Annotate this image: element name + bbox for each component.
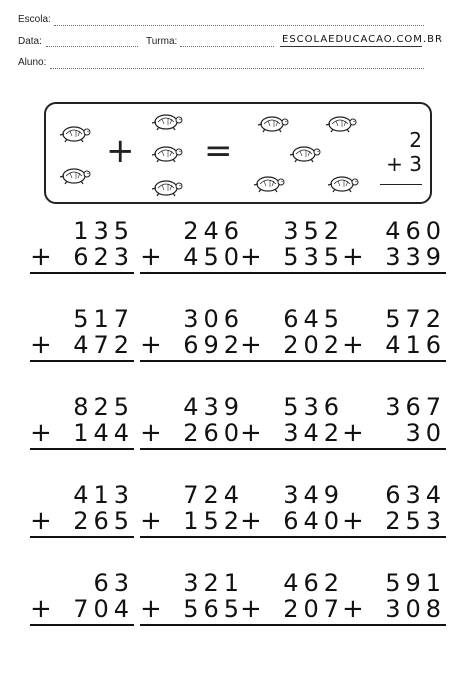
addend-bottom: 339 — [385, 243, 446, 271]
addend-bottom: 623 — [73, 243, 134, 271]
addition-problem — [240, 482, 344, 538]
brand-text: ESCOLAEDUCACAO.COM.BR — [282, 34, 443, 45]
addend-bottom: 253 — [385, 507, 446, 535]
addend-bottom: 30 — [405, 419, 446, 447]
addend-top: 462 — [283, 569, 344, 597]
addition-problem — [140, 482, 244, 538]
sum-line — [240, 624, 344, 626]
addend-bottom: 144 — [73, 419, 134, 447]
class-label: Turma: — [146, 36, 178, 47]
addition-problem — [30, 570, 134, 626]
sum-line — [342, 360, 446, 362]
addition-problem — [342, 482, 446, 538]
school-field[interactable] — [54, 25, 424, 26]
addition-problem — [30, 482, 134, 538]
sum-line — [30, 624, 134, 626]
example-sum-top: 2 — [409, 128, 422, 152]
addend-bottom-row — [140, 244, 244, 270]
example-sum — [382, 128, 422, 176]
sum-line — [140, 448, 244, 450]
turtle-icon — [326, 172, 360, 194]
turtle-icon — [256, 112, 290, 134]
addition-problem — [30, 218, 134, 274]
addend-top: 591 — [385, 569, 446, 597]
addend-top: 460 — [385, 217, 446, 245]
addend-bottom-row — [342, 244, 446, 270]
date-field[interactable] — [46, 46, 138, 47]
plus-sign: + — [30, 242, 52, 272]
addend-bottom-row — [342, 332, 446, 358]
addend-top: 349 — [283, 481, 344, 509]
brand-underline — [280, 46, 422, 47]
addend-top: 367 — [385, 393, 446, 421]
addition-problem — [240, 570, 344, 626]
addend-bottom-row — [240, 508, 344, 534]
addend-bottom-row — [240, 332, 344, 358]
plus-sign: + — [342, 242, 364, 272]
sum-line — [240, 272, 344, 274]
addition-problem — [30, 394, 134, 450]
addend-bottom-row — [240, 596, 344, 622]
addend-top: 306 — [183, 305, 244, 333]
sum-line — [342, 448, 446, 450]
addend-bottom-row — [30, 420, 134, 446]
plus-sign: + — [30, 418, 52, 448]
addend-bottom-row — [342, 508, 446, 534]
addend-top: 246 — [183, 217, 244, 245]
addition-problem — [342, 306, 446, 362]
addend-bottom-row — [240, 420, 344, 446]
addend-top: 352 — [283, 217, 344, 245]
addition-problem — [140, 218, 244, 274]
addend-bottom: 207 — [283, 595, 344, 623]
addend-top: 63 — [93, 569, 134, 597]
sum-line — [342, 536, 446, 538]
sum-line — [140, 536, 244, 538]
sum-line — [342, 624, 446, 626]
turtle-icon — [288, 142, 322, 164]
plus-sign: + — [240, 242, 262, 272]
addition-problem — [240, 394, 344, 450]
addend-bottom-row — [240, 244, 344, 270]
addition-problem — [342, 394, 446, 450]
addition-problem — [140, 570, 244, 626]
turtle-icon — [58, 122, 92, 144]
addend-bottom: 308 — [385, 595, 446, 623]
turtle-icon — [150, 176, 184, 198]
sum-line — [240, 360, 344, 362]
sum-line — [30, 536, 134, 538]
sum-line — [342, 272, 446, 274]
addend-top: 517 — [73, 305, 134, 333]
addend-top: 724 — [183, 481, 244, 509]
addition-problem — [30, 306, 134, 362]
addend-bottom-row — [30, 596, 134, 622]
plus-sign: + — [342, 506, 364, 536]
addend-bottom: 640 — [283, 507, 344, 535]
sum-line — [30, 272, 134, 274]
addend-bottom-row — [140, 596, 244, 622]
turtle-icon — [58, 164, 92, 186]
plus-sign: + — [140, 242, 162, 272]
sum-line — [140, 360, 244, 362]
addition-problem — [240, 218, 344, 274]
addend-bottom-row — [30, 508, 134, 534]
plus-sign: + — [140, 330, 162, 360]
turtle-icon — [324, 112, 358, 134]
plus-sign: + — [140, 506, 162, 536]
student-label: Aluno: — [18, 57, 47, 68]
addend-bottom: 265 — [73, 507, 134, 535]
sum-line — [240, 536, 344, 538]
sum-line — [140, 624, 244, 626]
addend-top: 135 — [73, 217, 134, 245]
addend-bottom: 260 — [183, 419, 244, 447]
addend-bottom-row — [30, 332, 134, 358]
addend-top: 634 — [385, 481, 446, 509]
addition-problem — [240, 306, 344, 362]
plus-sign: + — [240, 594, 262, 624]
addend-bottom: 692 — [183, 331, 244, 359]
addend-top: 645 — [283, 305, 344, 333]
addend-bottom: 450 — [183, 243, 244, 271]
plus-sign: + — [30, 330, 52, 360]
plus-sign: + — [240, 506, 262, 536]
addend-bottom-row — [30, 244, 134, 270]
school-label: Escola: — [18, 14, 51, 25]
addend-bottom: 342 — [283, 419, 344, 447]
addend-bottom-row — [342, 596, 446, 622]
addition-problem — [140, 394, 244, 450]
student-field[interactable] — [50, 68, 424, 69]
addend-bottom: 472 — [73, 331, 134, 359]
addition-problem — [342, 218, 446, 274]
equals-sign: = — [204, 131, 233, 171]
plus-sign: + — [240, 418, 262, 448]
sum-line — [140, 272, 244, 274]
example-box — [44, 102, 432, 204]
plus-sign: + — [106, 131, 135, 171]
turtle-icon — [150, 110, 184, 132]
addend-top: 572 — [385, 305, 446, 333]
addend-bottom: 704 — [73, 595, 134, 623]
addend-bottom: 152 — [183, 507, 244, 535]
sum-line — [30, 448, 134, 450]
plus-sign: + — [342, 418, 364, 448]
plus-sign: + — [240, 330, 262, 360]
turtle-icon — [150, 142, 184, 164]
addend-bottom-row — [140, 508, 244, 534]
plus-sign: + — [342, 594, 364, 624]
addend-top: 439 — [183, 393, 244, 421]
plus-sign: + — [140, 594, 162, 624]
addend-bottom: 565 — [183, 595, 244, 623]
addend-top: 413 — [73, 481, 134, 509]
addend-bottom: 202 — [283, 331, 344, 359]
turtle-icon — [252, 172, 286, 194]
addition-problem — [140, 306, 244, 362]
sum-line — [240, 448, 344, 450]
addition-problem — [342, 570, 446, 626]
addend-bottom-row — [342, 420, 446, 446]
example-sum-line — [380, 184, 422, 185]
class-field[interactable] — [180, 46, 274, 47]
plus-sign: + — [30, 506, 52, 536]
addend-top: 825 — [73, 393, 134, 421]
addend-top: 321 — [183, 569, 244, 597]
addend-top: 536 — [283, 393, 344, 421]
sum-line — [30, 360, 134, 362]
date-label: Data: — [18, 36, 42, 47]
example-sum-bottom: + 3 — [386, 152, 422, 176]
plus-sign: + — [30, 594, 52, 624]
addend-bottom-row — [140, 420, 244, 446]
addend-bottom-row — [140, 332, 244, 358]
plus-sign: + — [342, 330, 364, 360]
addend-bottom: 535 — [283, 243, 344, 271]
addend-bottom: 416 — [385, 331, 446, 359]
plus-sign: + — [140, 418, 162, 448]
